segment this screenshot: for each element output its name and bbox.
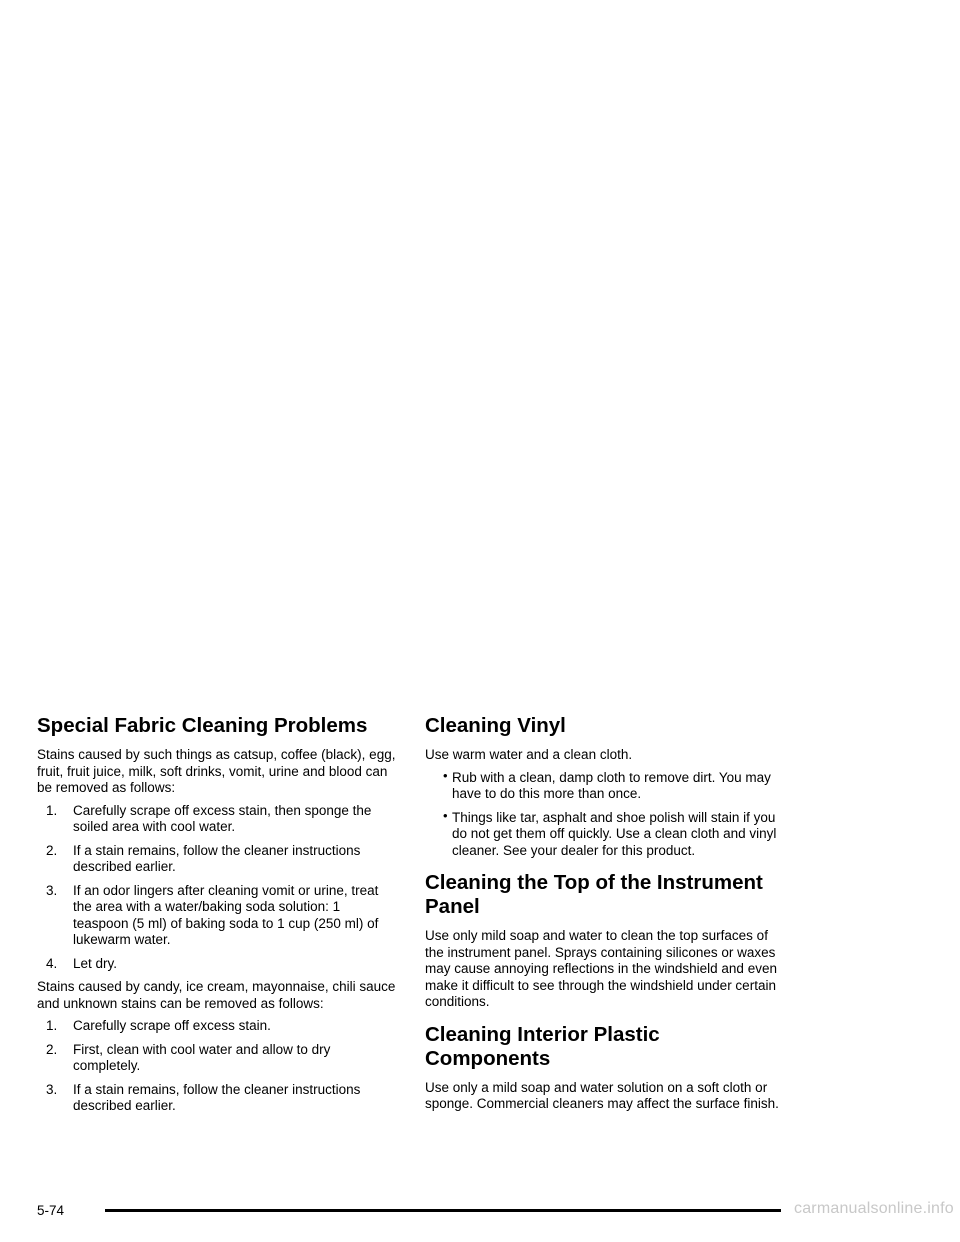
- vinyl-bullet-list: [425, 767, 785, 860]
- section-heading-instrument-panel: Cleaning the Top of the Instrument Panel: [425, 871, 763, 918]
- left-column: [37, 714, 397, 1122]
- list-item: 2. If a stain remains, follow the cleaner instructions described earlier.: [46, 842, 361, 874]
- list-item: 2. First, clean with cool water and allow to dry completely.: [46, 1041, 331, 1073]
- instrument-panel-body: Use only mild soap and water to clean the top surfaces of the instrument panel. Sprays containing silicones or waxes may cause annoying reflections in the windshield and even make it difficult to see through the windshield under certain conditions.: [425, 928, 777, 1009]
- section-cleaning-vinyl: [425, 714, 785, 859]
- bullet-icon: •: [443, 767, 448, 783]
- steps-list-2: [37, 1018, 397, 1115]
- intro-paragraph-1: Stains caused by such things as catsup, coffee (black), egg, fruit, fruit juice, milk, soft drinks, vomit, urine and blood can be removed as follows:: [37, 747, 396, 795]
- steps-list-1: [37, 803, 397, 973]
- section-instrument-panel: [425, 871, 785, 1011]
- list-item: 1. Carefully scrape off excess stain, then sponge the soiled area with cool water.: [46, 802, 372, 834]
- section-plastic-components: [425, 1023, 785, 1113]
- bullet-icon: •: [443, 807, 448, 823]
- footer-rule: [105, 1209, 781, 1212]
- section-heading-special-fabric: Special Fabric Cleaning Problems: [37, 714, 368, 737]
- list-item: 3. If an odor lingers after cleaning vomit or urine, treat the area with a water/baking soda solution: 1 teaspoon (5 ml) of baking soda to 1 cup (250 ml) of lukewarm water.: [46, 882, 379, 947]
- right-column: [425, 714, 785, 1125]
- intro-paragraph-2: Stains caused by candy, ice cream, mayonnaise, chili sauce and unknown stains can be removed as follows:: [37, 979, 396, 1011]
- watermark: carmanualsonline.info: [794, 1200, 954, 1217]
- list-item: 4. Let dry.: [46, 955, 118, 971]
- section-heading-plastic: Cleaning Interior Plastic Components: [425, 1022, 660, 1070]
- vinyl-intro: Use warm water and a clean cloth.: [425, 747, 633, 762]
- plastic-body: Use only a mild soap and water solution on a soft cloth or sponge. Commercial cleaners may affect the surface finish.: [425, 1079, 779, 1111]
- list-item: • Things like tar, asphalt and shoe polish will stain if you do not get them off quickly. Use a clean cloth and vinyl cleaner. See your dealer for this product.: [443, 807, 777, 858]
- page-number: 5-74: [37, 1203, 65, 1218]
- list-item: • Rub with a clean, damp cloth to remove dirt. You may have to do this more than once.: [443, 767, 771, 801]
- section-heading-vinyl: Cleaning Vinyl: [425, 714, 566, 737]
- list-item: 1. Carefully scrape off excess stain.: [46, 1018, 271, 1033]
- list-item: 3. If a stain remains, follow the cleaner instructions described earlier.: [46, 1081, 361, 1113]
